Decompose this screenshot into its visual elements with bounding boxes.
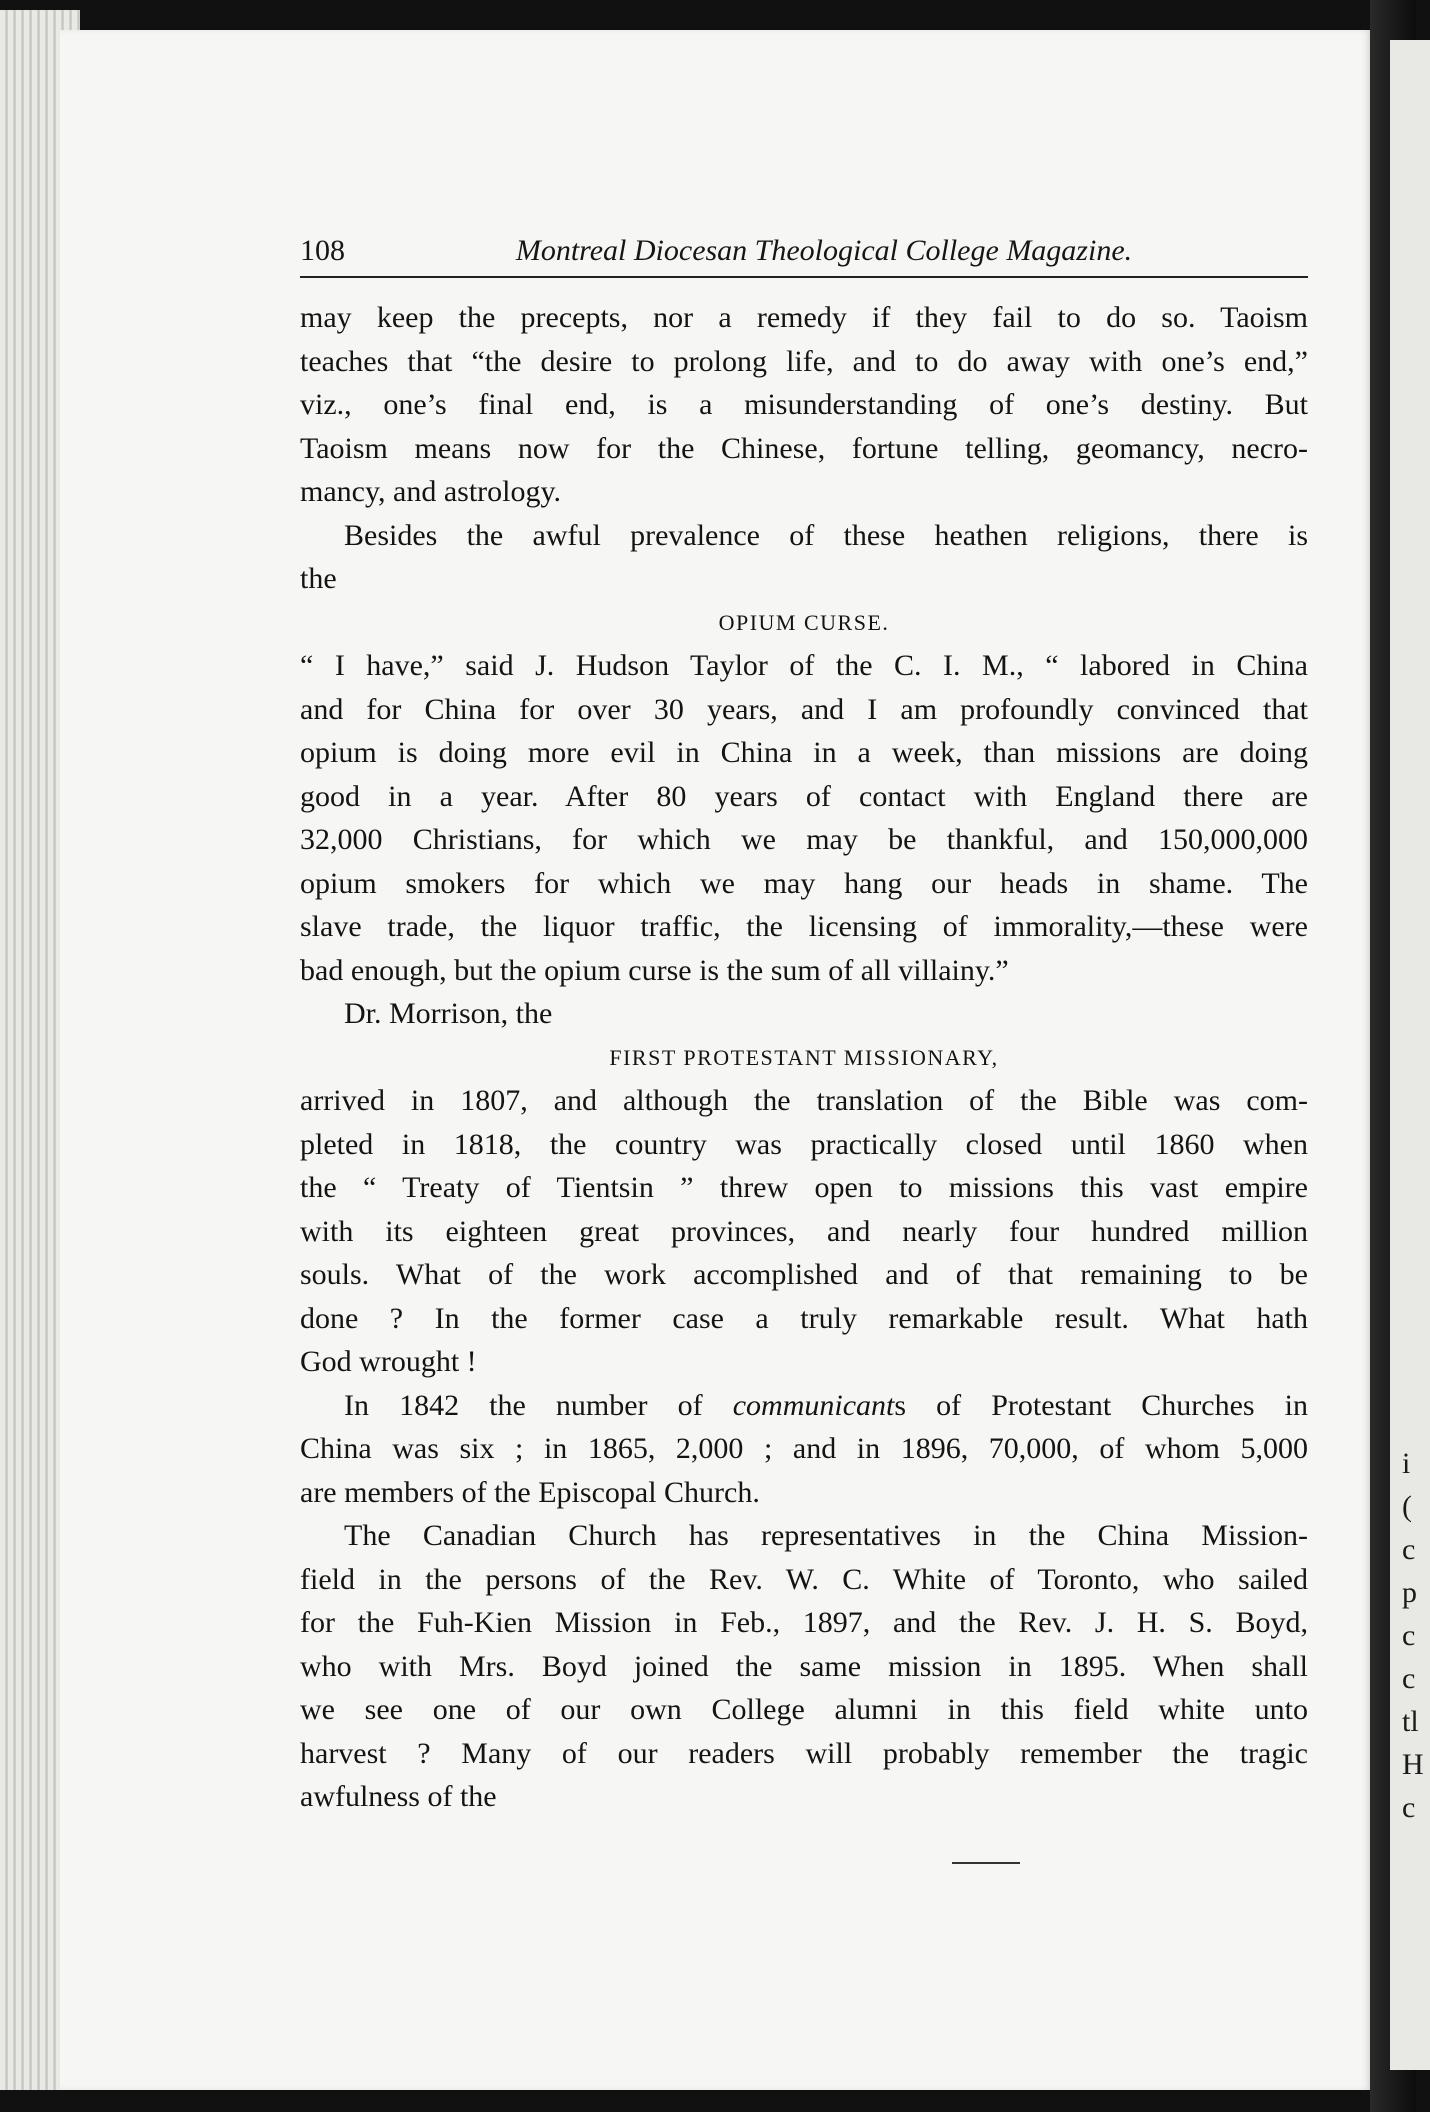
text-line: bad enough, but the opium curse is the sum of all villainy.” [300, 953, 1009, 987]
text-line: harvest ? Many of our readers will probably remember the tragic [300, 1736, 1308, 1770]
text-line: good in a year. After 80 years of contact with England there are [300, 779, 1308, 813]
text-line: opium smokers for which we may hang our heads in shame. The [300, 866, 1308, 900]
text-line: Taoism means now for the Chinese, fortune telling, geomancy, necro- [300, 431, 1308, 465]
text-line: slave trade, the liquor traffic, the licensing of immorality,—these were [300, 910, 1308, 943]
text-line: who with Mrs. Boyd joined the same mission in 1895. When shall [300, 1649, 1308, 1683]
section-heading-opium-curse: OPIUM CURSE. [718, 609, 890, 635]
text-line: are members of the Episcopal Church. [300, 1475, 760, 1509]
text-line: for the Fuh-Kien Mission in Feb., 1897, and the Rev. J. H. S. Boyd, [300, 1606, 1308, 1639]
running-title: Montreal Diocesan Theological College Magazine. [515, 234, 1133, 267]
page-number: 108 [300, 234, 345, 267]
text-line: awfulness of the [300, 1780, 497, 1813]
text-line: “ I have,” said J. Hudson Taylor of the C. I. M., “ labored in China [300, 649, 1308, 682]
text-line: teaches that “the desire to prolong life, and to do away with one’s end,” [300, 344, 1308, 378]
text-line: the “ Treaty of Tientsin ” threw open to missions this vast empire [300, 1171, 1308, 1204]
facing-letter: c [1402, 1619, 1416, 1652]
text-line: The Canadian Church has representatives in the China Mission- [344, 1519, 1308, 1552]
facing-page-letters [1402, 1442, 1424, 1829]
facing-letter: c [1402, 1533, 1416, 1566]
text-line: we see one of our own College alumni in this field white unto [300, 1693, 1308, 1726]
text-line: field in the persons of the Rev. W. C. White of Toronto, who sailed [300, 1562, 1308, 1596]
page-header [300, 232, 1308, 278]
text-line: mancy, and astrology. [300, 475, 562, 508]
text-line: China was six ; in 1865, 2,000 ; and in 1896, 70,000, of whom 5,000 [300, 1432, 1308, 1465]
text-line: 32,000 Christians, for which we may be thankful, and 150,000,000 [300, 823, 1308, 856]
body-text [300, 296, 1308, 1819]
section-heading-first-protestant-missionary: FIRST PROTESTANT MISSIONARY, [609, 1044, 999, 1070]
text-line: done ? In the former case a truly remarkable result. What hath [300, 1301, 1308, 1335]
text-line: may keep the precepts, nor a remedy if they fail to do so. Taoism [300, 301, 1308, 334]
facing-letter: ( [1402, 1490, 1412, 1523]
text-line: souls. What of the work accomplished and of that remaining to be [300, 1258, 1308, 1291]
facing-letter: c [1402, 1791, 1416, 1824]
text-line: with its eighteen great provinces, and nearly four hundred million [300, 1214, 1308, 1248]
text-line: Dr. Morrison, the [344, 997, 553, 1030]
facing-letter: c [1402, 1662, 1416, 1695]
text-fragment: s of Protestant Churches in [894, 1388, 1308, 1422]
text-line: pleted in 1818, the country was practically closed until 1860 when [300, 1127, 1308, 1161]
text-line: and for China for over 30 years, and I am profoundly convinced that [300, 692, 1308, 726]
text-line [300, 1384, 1308, 1428]
facing-letter: H [1402, 1748, 1424, 1781]
text-line: opium is doing more evil in China in a week, than missions are doing [300, 736, 1308, 769]
text-line: Besides the awful prevalence of these heathen religions, there is [344, 518, 1308, 552]
end-ornament-rule [952, 1862, 1020, 1864]
text-line: arrived in 1807, and although the translation of the Bible was com- [300, 1084, 1308, 1117]
text-line: the [300, 562, 337, 595]
facing-letter: p [1402, 1576, 1417, 1609]
text-line: God wrought ! [300, 1345, 477, 1378]
text-line: viz., one’s final end, is a misunderstanding of one’s destiny. But [300, 388, 1308, 421]
italic-word: communicant [732, 1388, 895, 1422]
text-fragment: In 1842 the number of [344, 1388, 733, 1422]
facing-letter: i [1402, 1447, 1411, 1480]
facing-letter: tl [1402, 1705, 1419, 1738]
